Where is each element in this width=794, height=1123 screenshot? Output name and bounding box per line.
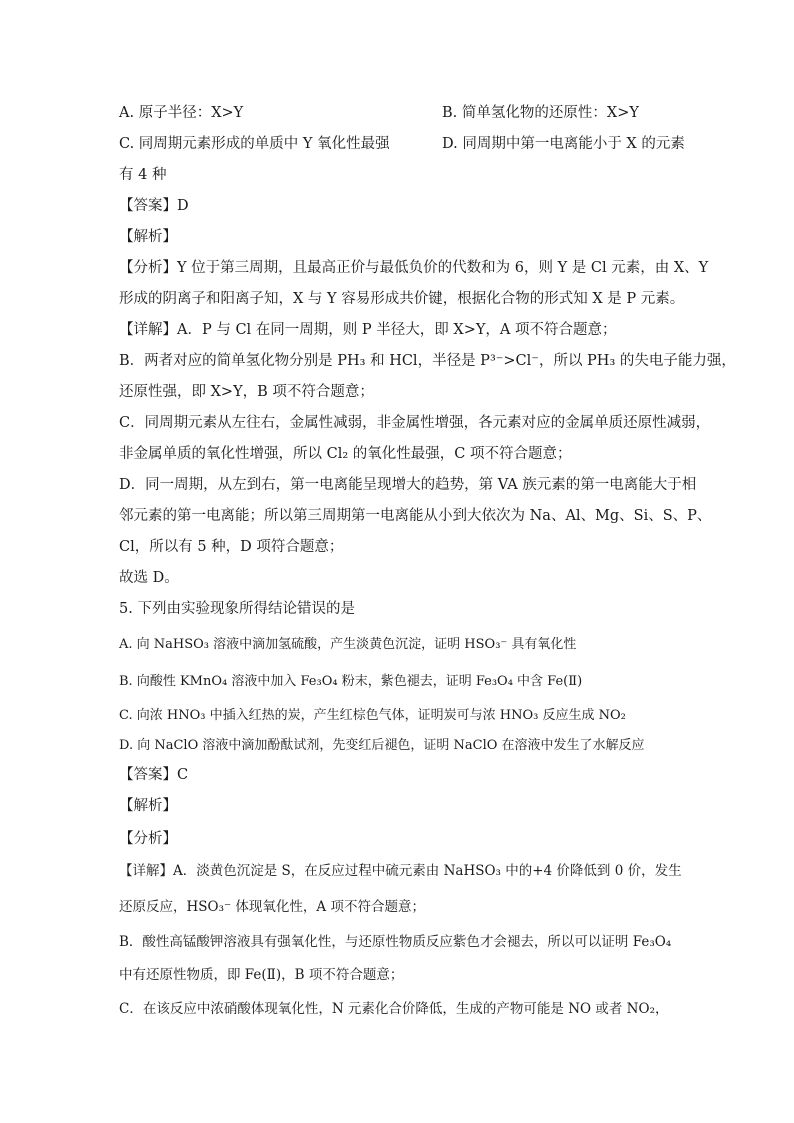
q4-detail-b2: 还原性强，即 X>Y，B 项不符合题意； — [119, 384, 374, 400]
q5-answer: 【答案】C — [119, 767, 189, 783]
q4-detail-d2: 邻元素的第一电离能；所以第三周期第一电离能从小到大依次为 Na、Al、Mg、Si、S、P、 — [119, 508, 712, 524]
q4-detail-c2: 非金属单质的氧化性增强，所以 Cl₂ 的氧化性最强，C 项不符合题意； — [119, 446, 572, 462]
q4-option-a: A. 原子半径：X>Y — [119, 105, 244, 121]
q4-conclusion: 故选 D。 — [119, 570, 179, 586]
q5-detail-c1: C．在该反应中浓硝酸体现氧化性，N 元素化合价降低，生成的产物可能是 NO 或者 NO₂， — [119, 1001, 669, 1017]
q4-detail-a: 【详解】A．P 与 Cl 在同一周期，则 P 半径大，即 X>Y，A 项不符合题意； — [119, 322, 617, 338]
q4-detail-c1: C．同周期元素从左往右，金属性减弱，非金属性增强，各元素对应的金属单质还原性减弱， — [119, 415, 711, 431]
q4-option-c: C. 同周期元素形成的单质中 Y 氧化性最强 — [119, 136, 390, 152]
q4-detail-d3: Cl，所以有 5 种，D 项符合题意； — [119, 539, 344, 555]
q5-detail-a2: 还原反应，HSO₃⁻ 体现氧化性，A 项不符合题意； — [119, 899, 425, 915]
q4-detail-b1: B．两者对应的简单氢化物分别是 PH₃ 和 HCl，半径是 P³⁻>Cl⁻，所以 PH₃ 的失电子能力强， — [119, 353, 736, 369]
q5-stem: 5. 下列由实验现象所得结论错误的是 — [119, 601, 355, 617]
q5-option-b: B. 向酸性 KMnO₄ 溶液中加入 Fe₃O₄ 粉末，紫色褪去，证明 Fe₃O₄ 中含 Fe(Ⅱ) — [119, 674, 583, 689]
q5-option-d: D. 向 NaClO 溶液中滴加酚酞试剂，先变红后褪色，证明 NaClO 在溶液中发生了水解反应 — [119, 738, 645, 753]
q5-analysis-label: 【解析】 — [119, 798, 177, 814]
q4-answer: 【答案】D — [119, 198, 189, 214]
q4-option-d-continued: 有 4 种 — [119, 167, 167, 183]
q4-fenxi-line1: 【分析】Y 位于第三周期，且最高正价与最低负价的代数和为 6，则 Y 是 Cl 元素，由 X、Y — [119, 260, 709, 276]
q5-fenxi-label: 【分析】 — [119, 831, 177, 847]
q4-analysis-label: 【解析】 — [119, 229, 177, 245]
q5-detail-b1: B．酸性高锰酸钾溶液具有强氧化性，与还原性物质反应紫色才会褪去，所以可以证明 Fe₃O₄ — [119, 934, 672, 950]
q4-fenxi-line2: 形成的阴离子和阳离子知，X 与 Y 容易形成共价键，根据化合物的形式知 X 是 P 元素。 — [119, 291, 685, 307]
q4-option-d: D. 同周期中第一电离能小于 X 的元素 — [442, 136, 685, 152]
q5-detail-a1: 【详解】A．淡黄色沉淀是 S，在反应过程中硫元素由 NaHSO₃ 中的+4 价降低到 0 价，发生 — [119, 863, 682, 879]
q5-option-c: C. 向浓 HNO₃ 中插入红热的炭，产生红棕色气体，证明炭可与浓 HNO₃ 反应生成 NO₂ — [119, 708, 626, 723]
q4-option-b: B. 简单氢化物的还原性：X>Y — [442, 105, 639, 121]
q5-option-a: A. 向 NaHSO₃ 溶液中滴加氢硫酸，产生淡黄色沉淀，证明 HSO₃⁻ 具有氧化性 — [119, 637, 577, 652]
q4-detail-d1: D．同一周期，从左到右，第一电离能呈现增大的趋势，第 VA 族元素的第一电离能大于相 — [119, 477, 697, 493]
q5-detail-b2: 中有还原性物质，即 Fe(Ⅱ)，B 项不符合题意； — [119, 967, 404, 983]
